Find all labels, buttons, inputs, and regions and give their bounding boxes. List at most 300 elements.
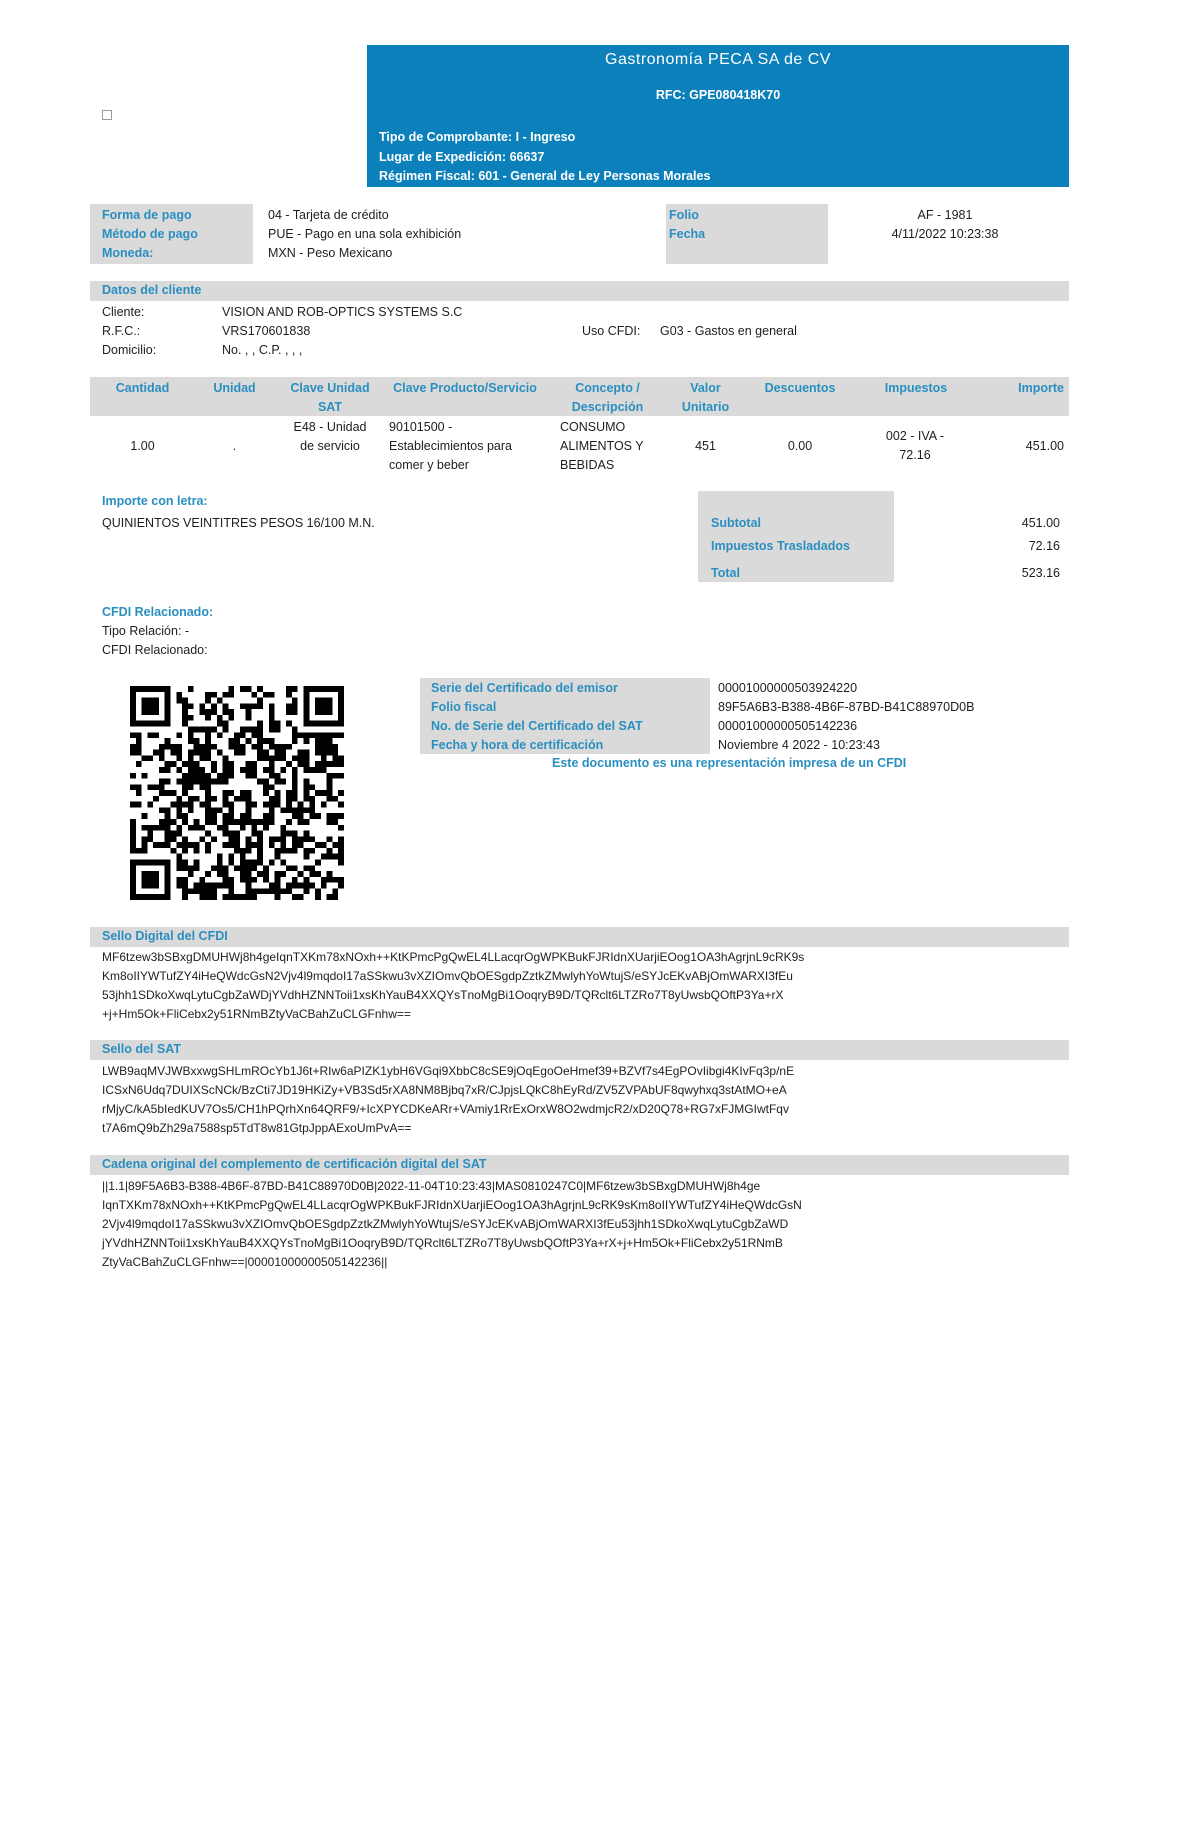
qr-module [194,842,200,848]
qr-module [332,888,338,894]
qr-module [292,709,298,715]
qr-module [263,692,269,698]
qr-module [298,894,304,900]
qr-module [205,813,211,819]
qr-module [147,784,153,790]
qr-module [240,796,246,802]
qr-module [223,761,229,767]
qr-module [228,894,234,900]
qr-module [182,865,188,871]
qr-module [304,732,310,738]
qr-module [223,871,229,877]
sello-cfdi-line: Km8oIIYWTufZY4iHeQWdcGsN2Vjv4l9mqdoI17aSSkwu3vXZIOmvQbOESgdpZztkZMwlyhYoWtujS/eSYJcEKvABjOmWARXI3fEu [102,969,793,983]
cadena-bar [90,1155,1069,1175]
qr-module [263,767,269,773]
qr-module [332,813,338,819]
qr-module [234,744,240,750]
qr-module [263,784,269,790]
qr-module [321,883,327,889]
qr-module [147,836,153,842]
qr-module [205,894,211,900]
folio-value: AF - 1981 [917,208,973,222]
qr-module [263,813,269,819]
qr-module [142,813,148,819]
qr-module [205,779,211,785]
qr-module [251,894,257,900]
qr-module [292,883,298,889]
qr-module [136,802,142,808]
cfdi-relacionado-line: CFDI Relacionado: [102,643,208,657]
qr-module [298,750,304,756]
qr-module [223,842,229,848]
qr-module [338,877,344,883]
qr-module [234,836,240,842]
qr-module [292,848,298,854]
qr-module [286,709,292,715]
qr-module [194,883,200,889]
qr-module [298,802,304,808]
qr-module [228,767,234,773]
qr-module [165,738,171,744]
qr-module [165,819,171,825]
qr-module [257,842,263,848]
importe-letra-value: QUINIENTOS VEINTITRES PESOS 16/100 M.N. [102,516,375,530]
qr-module [286,703,292,709]
qr-module [251,842,257,848]
sello-cfdi-line: +j+Hm5Ok+FliCebx2y51RNmBZtyVaCBahZuCLGFnhw== [102,1007,411,1021]
qr-module [130,732,136,738]
qr-module [211,761,217,767]
qr-module [251,767,257,773]
qr-module [234,738,240,744]
qr-module [263,877,269,883]
qr-module [280,744,286,750]
metodo-pago-label: Método de pago [102,227,198,241]
qr-module [298,871,304,877]
qr-module [315,842,321,848]
qr-module [292,732,298,738]
qr-module [269,703,275,709]
qr-module [205,773,211,779]
qr-module [130,773,136,779]
qr-module [188,686,194,692]
qr-module [205,883,211,889]
qr-module [176,831,182,837]
qr-module [338,854,344,860]
qr-module [338,836,344,842]
qr-module [211,709,217,715]
qr-module [165,842,171,848]
qr-module [159,819,165,825]
qr-module [211,796,217,802]
qr-module [223,703,229,709]
qr-module [263,825,269,831]
qr-module [246,871,252,877]
qr-module [153,750,159,756]
qr-module [223,894,229,900]
qr-module [263,738,269,744]
qr-module [153,784,159,790]
qr-module [205,755,211,761]
qr-module [130,744,136,750]
qr-module [304,848,310,854]
qr-module [309,871,315,877]
qr-module [188,865,194,871]
qr-module [182,802,188,808]
qr-module [217,750,223,756]
qr-module [286,692,292,698]
sello-cfdi-title: Sello Digital del CFDI [102,929,228,943]
qr-module [223,767,229,773]
qr-module [269,761,275,767]
impuestos-trasladados-value: 72.16 [1028,539,1060,553]
cliente-value: VISION AND ROB-OPTICS SYSTEMS S.C [222,305,463,319]
qr-module [228,807,234,813]
qr-module [240,732,246,738]
qr-module [332,744,338,750]
qr-module [275,721,281,727]
qr-module [199,877,205,883]
qr-module [205,738,211,744]
th-impuestos: Impuestos [884,381,948,395]
qr-module [182,721,188,727]
qr-module [194,825,200,831]
qr-module [321,842,327,848]
qr-module [338,761,344,767]
qr-module [176,732,182,738]
qr-module [211,813,217,819]
th-importe: Importe [1018,381,1064,395]
sello-sat-title: Sello del SAT [102,1042,181,1056]
qr-module [286,807,292,813]
qr-module [332,819,338,825]
qr-module [246,709,252,715]
qr-module [188,767,194,773]
uso-cfdi-value: G03 - Gastos en general [660,324,797,338]
qr-module [327,871,333,877]
qr-module [199,784,205,790]
qr-module [309,813,315,819]
qr-module [292,686,298,692]
cell-valor-unitario: 451 [695,439,716,453]
qr-module [223,802,229,808]
qr-module [292,773,298,779]
qr-module [280,860,286,866]
qr-module [275,871,281,877]
qr-module [251,726,257,732]
forma-pago-label: Forma de pago [102,208,192,222]
qr-module [327,819,333,825]
qr-module [321,761,327,767]
qr-module [263,802,269,808]
qr-module [246,894,252,900]
qr-module [205,831,211,837]
qr-module [251,692,257,698]
qr-module [269,755,275,761]
qr-module [159,790,165,796]
qr-module [211,726,217,732]
qr-module [130,825,136,831]
qr-module [269,860,275,866]
qr-module [182,877,188,883]
qr-module [304,819,310,825]
qr-module [223,773,229,779]
qr-module [130,836,136,842]
qr-module [176,802,182,808]
qr-module [327,790,333,796]
qr-module [292,703,298,709]
qr-module [246,842,252,848]
qr-module [275,796,281,802]
qr-module [176,813,182,819]
qr-module [234,750,240,756]
qr-module [246,790,252,796]
qr-module [194,726,200,732]
folio-label: Folio [669,208,699,222]
qr-module [246,865,252,871]
qr-module [199,755,205,761]
qr-module [205,744,211,750]
qr-module [170,802,176,808]
qr-module [292,865,298,871]
serie-emisor-label: Serie del Certificado del emisor [431,681,618,695]
qr-module [136,790,142,796]
qr-module [246,796,252,802]
qr-module [199,773,205,779]
qr-module [240,767,246,773]
qr-module [176,796,182,802]
qr-module [338,848,344,854]
qr-module [257,836,263,842]
qr-module [269,883,275,889]
qr-module [217,865,223,871]
qr-module [304,807,310,813]
qr-module [304,761,310,767]
qr-module [315,750,321,756]
qr-module [223,790,229,796]
qr-module [188,784,194,790]
qr-module [182,709,188,715]
qr-module [338,813,344,819]
subtotal-value: 451.00 [1021,516,1060,530]
qr-module [165,779,171,785]
qr-module [292,831,298,837]
qr-module [142,825,148,831]
qr-module [304,883,310,889]
qr-module [327,744,333,750]
qr-module [321,732,327,738]
sello-cfdi-text [102,948,952,1024]
qr-module [211,883,217,889]
qr-module [309,807,315,813]
qr-module [251,825,257,831]
qr-module [182,883,188,889]
qr-finder-module [142,698,159,715]
qr-module [228,860,234,866]
qr-module [194,796,200,802]
qr-module [246,819,252,825]
qr-module [246,836,252,842]
qr-module [263,755,269,761]
qr-module [275,854,281,860]
th-valor-unitario: Valor Unitario [681,381,730,414]
qr-module [251,819,257,825]
qr-module [309,767,315,773]
fecha-label: Fecha [669,227,706,241]
qr-module [182,761,188,767]
qr-module [234,894,240,900]
qr-module [223,883,229,889]
importe-letra-label: Importe con letra: [102,494,208,508]
qr-module [315,894,321,900]
qr-module [257,732,263,738]
qr-module [240,848,246,854]
qr-module [304,779,310,785]
qr-module [223,692,229,698]
serie-sat-label: No. de Serie del Certificado del SAT [431,719,643,733]
qr-module [327,848,333,854]
qr-module [194,848,200,854]
qr-module [199,825,205,831]
qr-module [280,848,286,854]
qr-module [211,744,217,750]
qr-module [223,831,229,837]
qr-module [182,894,188,900]
qr-module [240,825,246,831]
qr-module [165,744,171,750]
qr-module [251,865,257,871]
rfc-value: VRS170601838 [222,324,311,338]
qr-module [292,698,298,704]
qr-module [292,877,298,883]
qr-module [321,877,327,883]
qr-module [327,773,333,779]
qr-module [199,703,205,709]
qr-module [332,755,338,761]
qr-module [240,819,246,825]
qr-module [176,750,182,756]
qr-module [246,773,252,779]
cell-descuentos: 0.00 [787,439,813,453]
qr-module [159,784,165,790]
qr-module [280,750,286,756]
qr-module [257,779,263,785]
qr-module [182,813,188,819]
qr-module [298,883,304,889]
qr-module [263,750,269,756]
qr-module [211,819,217,825]
qr-module [136,738,142,744]
qr-module [240,813,246,819]
qr-module [280,779,286,785]
qr-module [309,848,315,854]
qr-module [257,755,263,761]
qr-module [246,848,252,854]
qr-module [211,807,217,813]
qr-module [205,888,211,894]
qr-module [269,721,275,727]
qr-module [257,703,263,709]
qr-module [286,790,292,796]
representacion-impresa-note: Este documento es una representación impresa de un CFDI [552,756,907,770]
qr-module [130,784,136,790]
qr-module [269,888,275,894]
qr-module [182,819,188,825]
qr-module [280,871,286,877]
qr-module [205,709,211,715]
qr-module [327,877,333,883]
qr-module [298,755,304,761]
qr-module [234,842,240,848]
qr-code [130,686,344,900]
qr-module [165,790,171,796]
qr-module [240,860,246,866]
qr-module [304,755,310,761]
qr-module [338,842,344,848]
qr-module [194,744,200,750]
qr-module [286,865,292,871]
qr-module [251,744,257,750]
qr-module [263,871,269,877]
qr-module [205,715,211,721]
qr-module [332,732,338,738]
qr-module [304,784,310,790]
qr-module [292,767,298,773]
qr-module [153,732,159,738]
qr-module [199,750,205,756]
qr-module [228,836,234,842]
qr-module [315,888,321,894]
qr-module [211,767,217,773]
qr-module [327,854,333,860]
qr-module [205,732,211,738]
qr-module [182,842,188,848]
qr-module [246,807,252,813]
tipo-comprobante: Tipo de Comprobante: I - Ingreso [379,130,576,144]
qr-module [205,819,211,825]
qr-module [257,819,263,825]
qr-module [332,750,338,756]
qr-module [246,738,252,744]
qr-module [165,807,171,813]
qr-module [223,813,229,819]
qr-module [304,796,310,802]
qr-module [228,773,234,779]
qr-module [280,836,286,842]
qr-module [228,709,234,715]
qr-module [223,779,229,785]
qr-module [211,703,217,709]
qr-module [240,877,246,883]
qr-module [286,848,292,854]
uso-cfdi-label: Uso CFDI: [582,324,641,338]
qr-module [246,860,252,866]
qr-module [188,726,194,732]
qr-module [338,773,344,779]
qr-module [188,738,194,744]
qr-module [228,842,234,848]
qr-module [147,831,153,837]
qr-module [292,726,298,732]
qr-module [205,750,211,756]
qr-module [292,784,298,790]
qr-module [165,836,171,842]
qr-module [246,877,252,883]
cadena-line: IqnTXKm78xNOxh++KtKPmcPgQwEL4LLacqrOgWPKBukFJRIdnXUarjiEOog1OA3hAgrjnL9cRK9sKm8oIIYWTufZY4iHeQWdcGsN [102,1198,802,1212]
qr-module [228,790,234,796]
qr-module [188,888,194,894]
qr-module [327,779,333,785]
